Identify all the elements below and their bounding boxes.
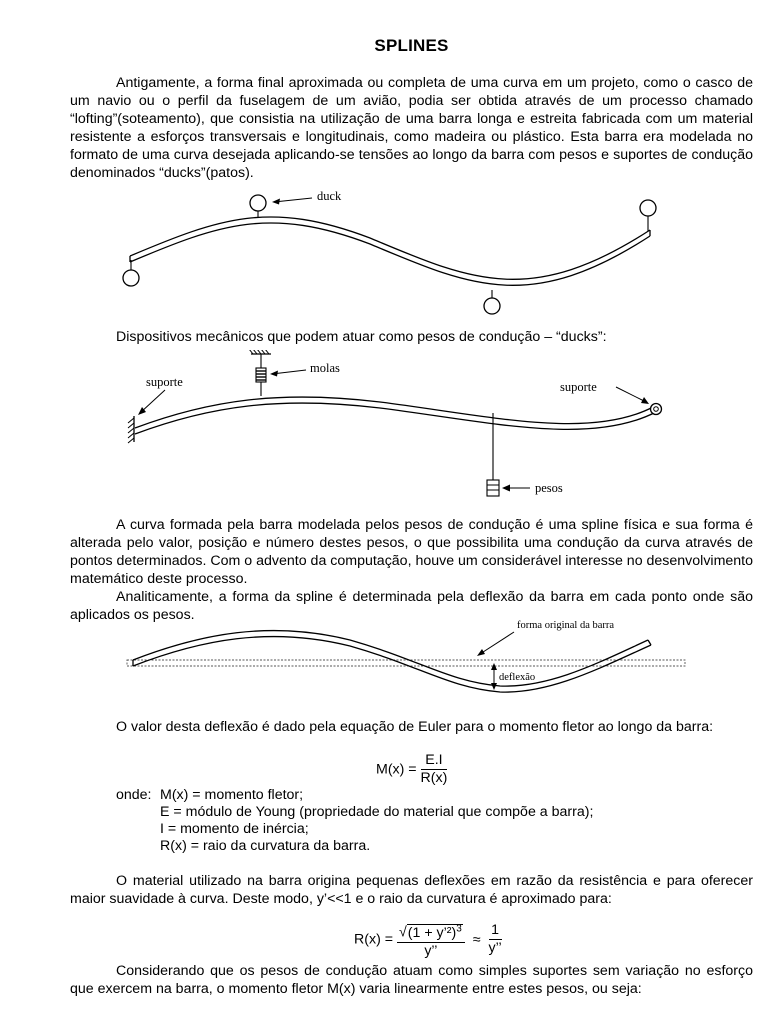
definition-item: R(x) = raio da curvatura da barra. <box>160 838 371 854</box>
duck-weight-right <box>640 200 656 216</box>
definitions-intro: onde: <box>116 787 152 803</box>
spring-device <box>249 350 271 396</box>
eq2-rhs-numerator: 1 <box>489 922 502 940</box>
eq2-approx: ≈ <box>472 931 481 948</box>
eq2-radicand-group: (1 + y’²)$^3$ <box>407 923 462 941</box>
paragraph-analytic: Analiticamente, a forma da spline é determinada pela deflexão da barra em cada ponto onde são aplicados os pesos. <box>70 589 753 623</box>
paragraph-euler: O valor desta deflexão é dado pela equação de Euler para o momento fletor ao longo da barra: <box>116 719 714 735</box>
deflected-bar-outer <box>133 631 648 687</box>
figure-deflection <box>70 612 753 702</box>
eq1-numerator: E.I <box>421 752 448 770</box>
eq2-radicand: 1 + y’² <box>412 924 452 941</box>
spline-bar-inner <box>130 223 650 285</box>
bar-inner <box>135 403 656 434</box>
eq2-numerator <box>397 920 465 943</box>
left-wall-support <box>128 416 134 443</box>
support-left-label: suporte <box>146 375 183 389</box>
paragraph-lofting: Antigamente, a forma final aproximada ou completa de uma curva em um projeto, como o casco de um navio ou o perfil da fuselagem de um avião, podia ser obtida através de um processo chamado “lofting”(soteamento), que consistia na utilização de uma barra longa e estreita fabricada com um material resistente a esforços transversais e longitudinais, como madeira ou plástico. Esta barra era modelada no formato de uma curva desejada aplicando-se tensões ao longo da barra com pesos e suportes de condução denominados “ducks”(patos). <box>70 75 753 181</box>
duck-weight-left <box>123 270 139 286</box>
eq2-denominator: y’’ <box>424 942 438 959</box>
equation-euler <box>376 752 447 787</box>
support-right-label: suporte <box>560 380 597 394</box>
eq2-rhs-denominator: y’’ <box>488 940 502 957</box>
figure-devices <box>70 350 753 500</box>
duck-label: duck <box>317 190 342 203</box>
bar-outer <box>135 397 653 428</box>
eq1-denominator: R(x) <box>420 770 448 786</box>
weight-device <box>487 413 499 496</box>
original-shape-label: forma original da barra <box>517 620 615 631</box>
eq2-fraction <box>397 920 465 960</box>
paragraph-small-deflection: O material utilizado na barra origina pequenas deflexões em razão da resistência e para oferecer maior suavidade à curva. Deste modo, y’<<1 e o raio da curvatura é aproximado para: <box>70 873 753 907</box>
definitions-list <box>116 787 593 855</box>
weights-label: pesos <box>535 481 563 495</box>
sqrt-icon: √ <box>398 924 407 941</box>
duck-weight-top <box>250 195 266 211</box>
definition-item: I = momento de inércia; <box>160 821 309 837</box>
paragraph-physical-spline: A curva formada pela barra modelada pelos pesos de condução é uma spline física e sua forma é alterada pelo valor, posição e número destes pesos, o que possibilita uma condução da curva através de pontos determinados. Com o advento da computação, houve um considerável interesse no desenvolvimento matemático deste processo. <box>70 517 753 587</box>
deflected-bar-inner <box>133 637 651 693</box>
page-title: SPLINES <box>374 36 449 55</box>
figure-ducks <box>70 190 753 320</box>
equation-curvature <box>354 920 502 960</box>
eq1-lhs: M(x) = <box>376 761 417 778</box>
paragraph-devices: Dispositivos mecânicos que podem atuar como pesos de condução – “ducks”: <box>116 329 607 345</box>
definition-item: E = módulo de Young (propriedade do material que compõe a barra); <box>160 804 594 820</box>
eq2-exponent: 3 <box>456 923 462 934</box>
spline-bar-outer <box>130 217 650 279</box>
eq1-fraction <box>421 752 448 787</box>
eq2-lhs: R(x) = <box>354 931 394 948</box>
deflection-label: deflexão <box>499 672 536 683</box>
definition-item: M(x) = momento fletor; <box>160 787 304 803</box>
right-pin-support <box>651 404 662 415</box>
paragraph-linear-moment: Considerando que os pesos de condução atuam como simples suportes sem variação no esforço que exercem na barra, o momento fletor M(x) varia linearmente entre estes pesos, ou seja: <box>70 963 753 997</box>
springs-label: molas <box>310 361 340 375</box>
duck-weight-bottom <box>484 298 500 314</box>
eq2-rhs-fraction <box>489 922 502 957</box>
